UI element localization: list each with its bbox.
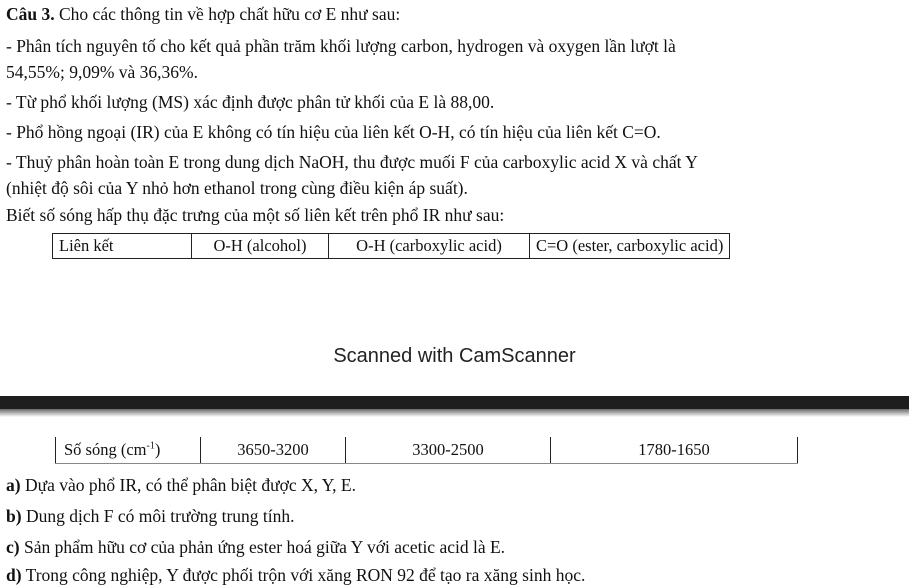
- statement-a-text: Dựa vào phổ IR, có thể phân biệt được X, Y, E.: [20, 475, 356, 495]
- row-label-end: ): [154, 440, 161, 459]
- statement-b: [6, 505, 295, 527]
- question-header: [6, 3, 400, 25]
- statement-c: [6, 536, 505, 558]
- header-cell: O-H (carboxylic acid): [329, 234, 530, 259]
- camscanner-watermark: Scanned with CamScanner: [333, 345, 576, 367]
- bullet-2: - Từ phổ khối lượng (MS) xác định được phân tử khối của E là 88,00.: [6, 92, 495, 112]
- statement-c-text: Sản phẩm hữu cơ của phản ứng ester hoá giữa Y với acetic acid là E.: [19, 537, 506, 557]
- statement-d-text: Trong công nghiệp, Y được phối trộn với xăng RON 92 để tạo ra xăng sinh học.: [21, 565, 586, 585]
- header-cell: C=O (ester, carboxylic acid): [530, 234, 730, 259]
- bullet-4a: - Thuỷ phân hoàn toàn E trong dung dịch NaOH, thu được muối F của carboxylic acid X và chất Y: [6, 152, 698, 172]
- table-intro: Biết số sóng hấp thụ đặc trưng của một số liên kết trên phổ IR như sau:: [6, 205, 505, 225]
- bullet-3: - Phổ hồng ngoại (IR) của E không có tín hiệu của liên kết O-H, có tín hiệu của liên kết C=O.: [6, 122, 661, 142]
- value-cell: 1780-1650: [551, 437, 798, 464]
- statement-c-label: c): [6, 537, 20, 557]
- statement-b-label: b): [6, 506, 22, 526]
- question-number: Câu 3.: [6, 4, 55, 24]
- row-label-cell: [56, 437, 201, 464]
- table-row: [56, 437, 798, 464]
- value-cell: 3650-3200: [201, 437, 346, 464]
- page-break-bar: [0, 396, 909, 409]
- row-label: Số sóng (cm: [64, 440, 147, 459]
- value-cell: 3300-2500: [346, 437, 551, 464]
- statement-d: [6, 564, 585, 586]
- bullet-1a: - Phân tích nguyên tố cho kết quả phần trăm khối lượng carbon, hydrogen và oxygen lần lượt là: [6, 36, 676, 56]
- bullet-1b: 54,55%; 9,09% và 36,36%.: [6, 62, 198, 82]
- ir-table-header: [52, 233, 730, 259]
- row-label-sup: -1: [146, 440, 155, 452]
- statement-a-label: a): [6, 475, 21, 495]
- bullet-4b: (nhiệt độ sôi của Y nhỏ hơn ethanol trong cùng điều kiện áp suất).: [6, 178, 468, 198]
- page-break-shadow: [0, 409, 909, 417]
- header-cell: O-H (alcohol): [192, 234, 329, 259]
- ir-table-values: [55, 437, 798, 464]
- statement-a: [6, 474, 356, 496]
- statement-b-text: Dung dịch F có môi trường trung tính.: [21, 506, 295, 526]
- question-intro: Cho các thông tin về hợp chất hữu cơ E như sau:: [59, 4, 401, 24]
- statement-d-label: d): [6, 565, 22, 585]
- header-cell: Liên kết: [53, 234, 192, 259]
- table-row: [53, 234, 730, 259]
